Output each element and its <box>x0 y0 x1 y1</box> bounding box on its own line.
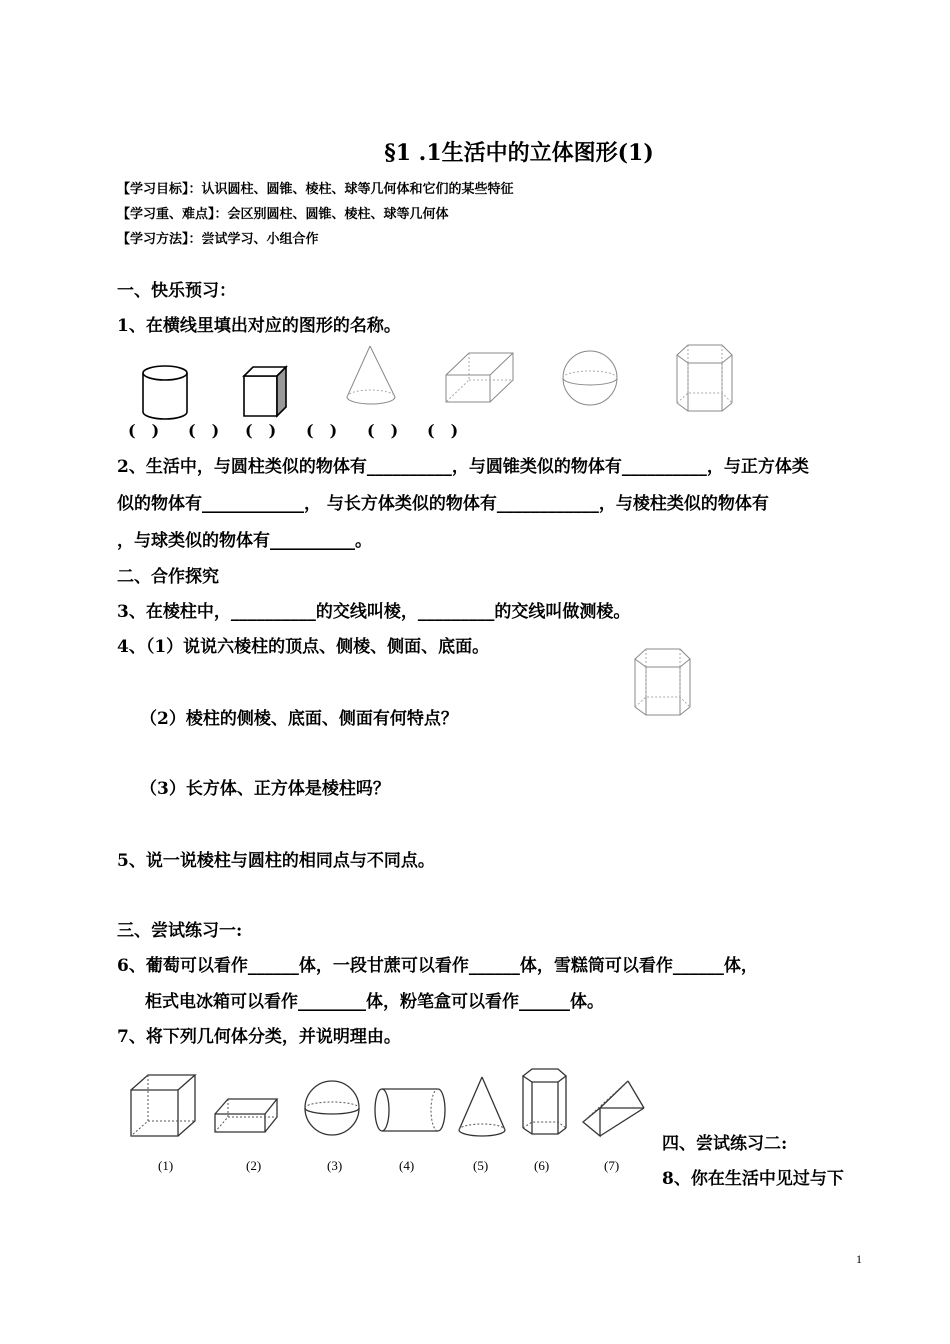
section-1-heading: 一、快乐预习： <box>117 281 236 301</box>
question-2-line-2: 似的物体有____________， 与长方体类似的物体有____________，与棱柱类似的物体有 <box>117 494 769 514</box>
sphere-wireframe-3 <box>302 1078 364 1140</box>
prism-wireframe-6 <box>520 1066 570 1138</box>
learning-goal: 【学习目标】：认识圆柱、圆锥、棱柱、球等几何体和它们的某些特征 <box>117 182 514 197</box>
question-6-line-2: 柜式电冰箱可以看作________体，粉笔盒可以看作______体。 <box>145 992 604 1012</box>
question-8: 8、你在生活中见过与下 <box>662 1169 844 1189</box>
section-3-heading: 三、尝试练习一: <box>117 921 243 941</box>
section-2-heading: 二、合作探究 <box>117 567 219 587</box>
question-1: 1、在横线里填出对应的图形的名称。 <box>117 316 401 336</box>
question-2-line-3: ，与球类似的物体有__________。 <box>117 531 372 551</box>
page-number: 1 <box>856 1252 862 1266</box>
cuboid-wireframe-2 <box>212 1094 280 1136</box>
learning-key-points: 【学习重、难点】：会区别圆柱、圆锥、棱柱、球等几何体 <box>117 207 449 222</box>
question-6-line-1: 6、葡萄可以看作______体，一段甘蔗可以看作______体，雪糕筒可以看作______体， <box>117 956 758 976</box>
figure-caption-6: (6) <box>534 1158 550 1173</box>
question-4-1: 4、（1）说说六棱柱的顶点、侧棱、侧面、底面。 <box>117 637 490 657</box>
answer-blank-5[interactable]: ( ) <box>367 421 399 440</box>
figure-caption-1: (1) <box>158 1158 174 1173</box>
question-4-2: （2）棱柱的侧棱、底面、侧面有何特点？ <box>140 709 458 729</box>
answer-blank-2[interactable]: ( ) <box>188 421 220 440</box>
question-7: 7、将下列几何体分类，并说明理由。 <box>117 1027 401 1047</box>
hexagonal-prism-figure-2 <box>632 645 694 719</box>
figure-caption-4: (4) <box>399 1158 415 1173</box>
cone-wireframe-5 <box>455 1074 511 1140</box>
section-4-heading: 四、尝试练习二: <box>662 1134 788 1154</box>
question-2-line-1: 2、生活中，与圆柱类似的物体有__________，与圆锥类似的物体有__________，与正方体类 <box>117 457 809 477</box>
cone-figure <box>344 343 400 409</box>
cylinder-wireframe-4 <box>372 1086 448 1136</box>
figure-caption-7: (7) <box>604 1158 620 1173</box>
answer-blank-6[interactable]: ( ) <box>427 421 459 440</box>
cube-wireframe-1 <box>128 1072 200 1140</box>
question-3: 3、在棱柱中，__________的交线叫棱，_________的交线叫做测棱。 <box>117 602 631 622</box>
learning-method: 【学习方法】：尝试学习、小组合作 <box>117 232 319 247</box>
question-5: 5、说一说棱柱与圆柱的相同点与不同点。 <box>117 851 435 871</box>
hexagonal-prism-figure <box>674 341 736 415</box>
sphere-figure <box>560 349 622 409</box>
answer-blank-4[interactable]: ( ) <box>306 421 338 440</box>
cube-figure <box>241 364 293 422</box>
answer-blank-1[interactable]: ( ) <box>128 421 160 440</box>
answer-blank-3[interactable]: ( ) <box>245 421 277 440</box>
figure-caption-2: (2) <box>246 1158 262 1173</box>
question-4-3: （3）长方体、正方体是棱柱吗？ <box>140 779 390 799</box>
triangular-prism-figure <box>443 350 519 406</box>
figure-caption-3: (3) <box>327 1158 343 1173</box>
triangular-prism-wireframe-7 <box>580 1078 648 1140</box>
cylinder-figure <box>140 364 192 422</box>
page-title: §1 .1生活中的立体图形(1) <box>384 140 654 166</box>
figure-caption-5: (5) <box>473 1158 489 1173</box>
